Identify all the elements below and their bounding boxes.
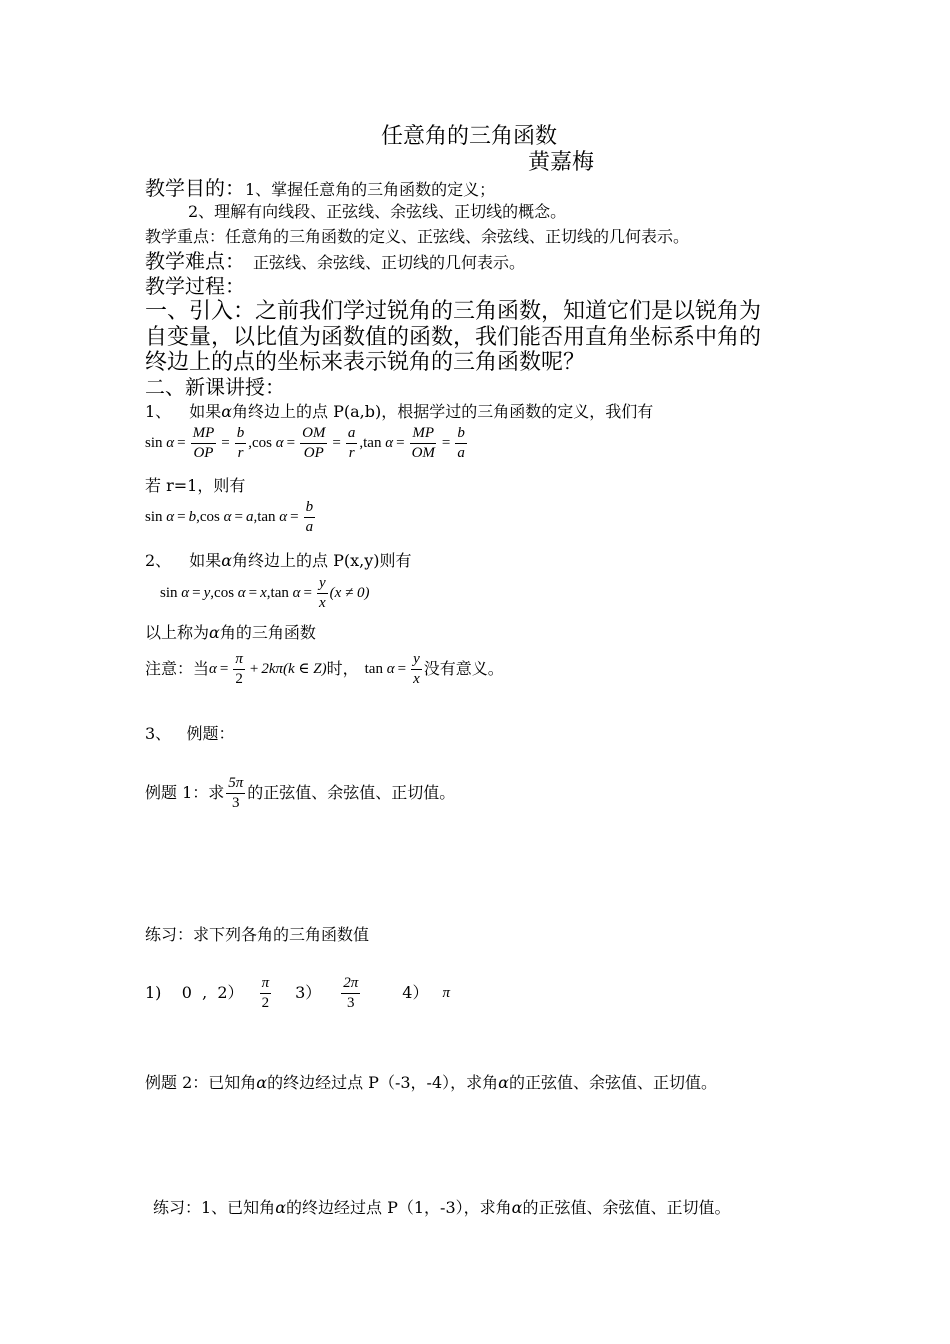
formula-definitions <box>145 426 469 461</box>
k-in-z: (k ∈ Z) <box>283 660 327 677</box>
cos-label: cos <box>214 585 235 601</box>
note-text-c: 没有意义。 <box>423 659 504 679</box>
alpha-symbol: α <box>292 585 301 601</box>
numerator: y <box>317 576 328 594</box>
tan-label: tan <box>363 435 382 451</box>
numerator: b <box>235 426 247 444</box>
denominator: OM <box>411 445 435 461</box>
author-name: 黄嘉梅 <box>528 150 595 175</box>
comma: , <box>196 509 200 525</box>
comma: , <box>253 509 258 525</box>
denominator: a <box>305 519 314 535</box>
plus-sign: + <box>249 660 259 677</box>
denominator: 2 <box>261 995 270 1011</box>
difficulty-label: 教学难点： <box>145 249 245 273</box>
numerator: 2π <box>341 976 360 994</box>
tan-label: tan <box>364 660 383 677</box>
alpha-symbol: α <box>386 660 395 677</box>
alpha-symbol: α <box>209 660 217 677</box>
formula-unit-circle <box>145 500 317 535</box>
tan-label: tan <box>270 585 289 601</box>
item-1-line <box>145 403 653 421</box>
exercise-list-1-2: 1) 0 , 2） <box>145 983 244 1003</box>
exercise-1-heading: 练习：求下列各角的三角函数值 <box>145 925 370 944</box>
fraction-mp-op <box>191 426 217 461</box>
exercise-2-text-a: 练习：1、已知角 <box>153 1198 276 1217</box>
denominator: x <box>413 671 420 687</box>
variable-b: b <box>188 509 197 525</box>
equals-sign: = <box>177 435 186 451</box>
intro-line-2: 自变量，以比值为函数值的函数，我们能否用直角坐标系中角的 <box>145 325 762 350</box>
item-1-text-a: 如果 <box>189 402 222 421</box>
key-point: 教学重点：任意角的三角函数的定义、正弦线、余弦线、正切线的几何表示。 <box>145 227 690 246</box>
example-1-line <box>145 776 455 811</box>
example-2-text-a: 例题 2：已知角 <box>145 1073 257 1092</box>
difficulty-text: 正弦线、余弦线、正切线的几何表示。 <box>253 253 526 272</box>
comma: , <box>210 585 215 601</box>
variable-a: a <box>245 509 254 525</box>
item-2-text-b: 角终边上的点 P(x,y)则有 <box>232 551 412 570</box>
process-label: 教学过程： <box>145 274 245 298</box>
intro-line-3: 终边上的点的坐标来表示锐角的三角函数呢？ <box>145 350 586 375</box>
example-2-text-c: 的正弦值、余弦值、正切值。 <box>508 1073 717 1092</box>
numerator: MP <box>410 426 436 444</box>
alpha-symbol: α <box>385 435 394 451</box>
example-2-line <box>145 1074 717 1092</box>
called-text-a: 以上称为 <box>145 623 210 642</box>
fraction-mp-om <box>410 426 437 461</box>
comma: , <box>359 435 364 451</box>
item-2-number: 2、 <box>145 551 172 570</box>
variable-x: x <box>260 585 267 601</box>
alpha-symbol: α <box>498 1073 509 1092</box>
denominator: 3 <box>347 995 355 1011</box>
equals-sign: = <box>219 660 229 677</box>
equals-sign: = <box>177 509 186 525</box>
alpha-symbol: α <box>256 1073 268 1092</box>
fraction-pi-2 <box>233 652 245 687</box>
cos-label: cos <box>199 509 220 525</box>
note-text-b: 时， <box>326 659 359 679</box>
sin-label: sin <box>145 509 163 525</box>
alpha-symbol: α <box>279 509 288 525</box>
equals-sign: = <box>397 660 407 677</box>
numerator: π <box>260 976 272 994</box>
called-line <box>145 624 316 642</box>
alpha-symbol: α <box>181 585 190 601</box>
exercise-2-text-c: 的正弦值、余弦值、正切值。 <box>522 1198 731 1217</box>
section-new-lesson: 二、新课讲授： <box>145 375 285 399</box>
exercise-list <box>145 976 450 1011</box>
if-r-equals-1: 若 r=1，则有 <box>145 476 246 495</box>
equals-sign: = <box>290 509 299 525</box>
fraction-5pi-3 <box>224 776 247 811</box>
fraction-pi-2 <box>258 976 274 1011</box>
difficulty-line <box>145 250 525 273</box>
note-tan-formula <box>365 652 424 687</box>
numerator: 5π <box>226 776 245 794</box>
alpha-symbol: α <box>275 435 284 451</box>
note-line <box>145 652 504 687</box>
fraction-y-x <box>317 576 328 611</box>
cos-label: cos <box>252 435 272 451</box>
denominator: r <box>237 445 244 461</box>
alpha-symbol: α <box>166 435 175 451</box>
condition-x-nonzero: (x ≠ 0) <box>329 585 370 601</box>
note-text-a: 注意：当 <box>145 659 210 679</box>
denominator: OP <box>303 445 324 461</box>
item-1-number: 1、 <box>145 402 172 421</box>
numerator: y <box>411 652 422 670</box>
equals-sign: = <box>234 509 243 525</box>
equals-sign: = <box>332 435 341 451</box>
note-condition-formula <box>209 652 327 687</box>
numerator: OM <box>300 426 327 444</box>
objective-label: 教学目的： <box>145 176 245 200</box>
alpha-symbol: α <box>209 623 220 642</box>
intro-line-1: 一、引入：之前我们学过锐角的三角函数，知道它们是以锐角为 <box>145 299 762 324</box>
pi-symbol: π <box>442 984 450 1001</box>
numerator: b <box>304 500 316 518</box>
variable-y: y <box>203 585 211 601</box>
fraction-b-a <box>455 426 467 461</box>
example-1-text-a: 例题 1：求 <box>145 783 225 803</box>
numerator: MP <box>191 426 217 444</box>
called-text-b: 角的三角函数 <box>219 623 316 642</box>
equals-sign: = <box>441 435 451 451</box>
fraction-y-x <box>411 652 422 687</box>
tan-label: tan <box>257 509 276 525</box>
numerator: π <box>233 652 245 670</box>
alpha-symbol: α <box>166 509 175 525</box>
denominator: OP <box>193 445 214 461</box>
fraction-a-r <box>346 426 358 461</box>
equals-sign: = <box>192 585 201 601</box>
alpha-symbol: α <box>237 585 246 601</box>
objective-item-2: 2、理解有向线段、正弦线、余弦线、正切线的概念。 <box>188 202 567 221</box>
equals-sign: = <box>303 585 312 601</box>
numerator: a <box>346 426 358 444</box>
alpha-symbol: α <box>221 402 233 421</box>
objective-item-1: 1、掌握任意角的三角函数的定义； <box>245 180 496 199</box>
alpha-symbol: α <box>221 551 233 570</box>
example-1-text-b: 的正弦值、余弦值、正切值。 <box>247 783 456 803</box>
equals-sign: = <box>286 435 296 451</box>
fraction-om-op <box>300 426 327 461</box>
equals-sign: = <box>248 585 258 601</box>
alpha-symbol: α <box>511 1198 523 1217</box>
sin-label: sin <box>145 435 163 451</box>
comma: , <box>248 435 252 451</box>
exercise-2-text-b: 的终边经过点 P（1，-3），求角 <box>286 1198 512 1217</box>
denominator: 3 <box>232 795 240 811</box>
equals-sign: = <box>396 435 405 451</box>
fraction-2pi-3 <box>339 976 362 1011</box>
denominator: r <box>348 445 355 461</box>
denominator: 2 <box>235 671 243 687</box>
item-3-examples-heading: 3、 例题： <box>145 724 235 743</box>
two-k-pi: 2kπ <box>261 660 284 677</box>
denominator: a <box>457 445 465 461</box>
exercise-list-4: 4） <box>402 983 429 1003</box>
sin-label: sin <box>160 585 178 601</box>
example-2-text-b: 的终边经过点 P（-3，-4），求角 <box>267 1073 499 1092</box>
page-title: 任意角的三角函数 <box>381 124 558 149</box>
alpha-symbol: α <box>223 509 232 525</box>
fraction-b-r <box>235 426 247 461</box>
item-2-line <box>145 552 412 570</box>
item-1-text-b: 角终边上的点 P(a,b)，根据学过的三角函数的定义，我们有 <box>232 402 654 421</box>
objective-line-1 <box>145 177 495 200</box>
denominator: x <box>318 595 326 611</box>
equals-sign: = <box>221 435 230 451</box>
numerator: b <box>455 426 467 444</box>
item-2-text-a: 如果 <box>189 551 222 570</box>
exercise-2-line <box>153 1199 730 1217</box>
comma: , <box>266 585 271 601</box>
fraction-b-a <box>304 500 316 535</box>
exercise-list-3: 3） <box>295 983 322 1003</box>
alpha-symbol: α <box>275 1198 286 1217</box>
formula-general <box>160 576 370 611</box>
